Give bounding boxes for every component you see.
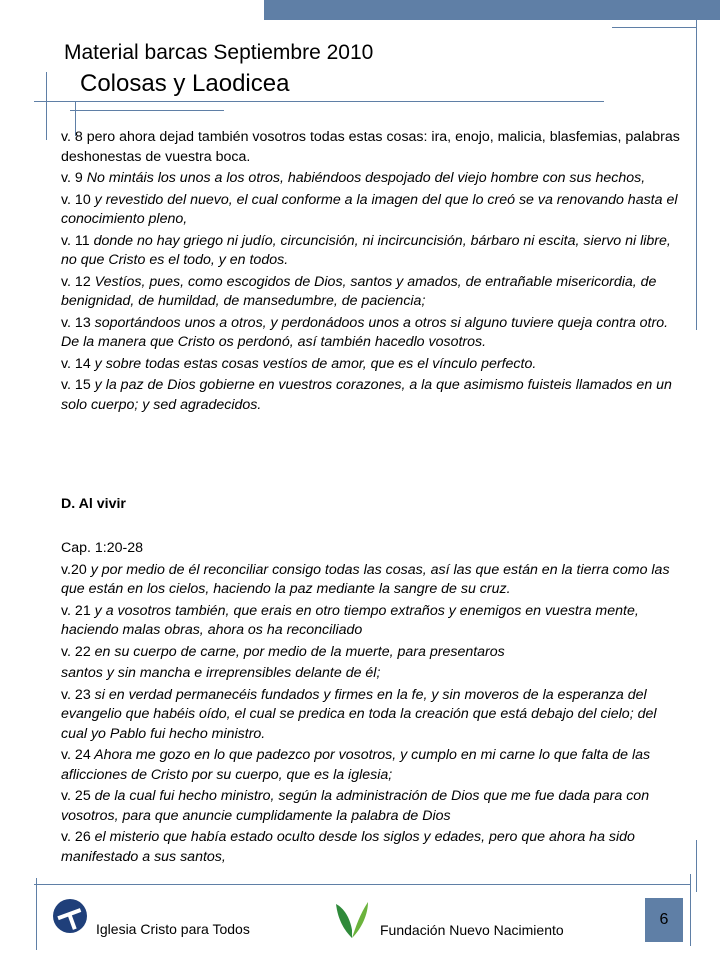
- verse-line: [61, 314, 683, 353]
- frame-line-footer-right: [690, 874, 691, 946]
- verse-line: [61, 376, 683, 415]
- verses-top-block: [61, 128, 683, 417]
- verse-text: y sobre todas estas cosas vestíos de amor, que es el vínculo perfecto.: [90, 355, 537, 372]
- frame-line-title: [34, 101, 604, 102]
- verse-ref: v. 24: [61, 747, 91, 763]
- verse-line: [61, 273, 683, 312]
- header-bar: [264, 0, 720, 20]
- verse-line: [61, 686, 683, 745]
- chapter-reference: Cap. 1:20-28: [61, 540, 144, 556]
- verse-ref: v. 22: [61, 643, 91, 660]
- verse-line: [61, 602, 683, 641]
- church-logo-icon: [52, 898, 88, 934]
- verse-line: [61, 787, 683, 826]
- verse-ref: v. 14: [61, 355, 91, 372]
- verse-text: en su cuerpo de carne, por medio de la muerte, para presentaros: [90, 643, 505, 660]
- verse-ref: v. 25: [61, 788, 91, 804]
- document-title: Colosas y Laodicea: [80, 70, 290, 97]
- verse-text: y la paz de Dios gobierne en vuestros corazones, a la que asimismo fuisteis llamados en un solo cuerpo; y sed agradecidos.: [61, 377, 672, 413]
- verse-line: [61, 232, 683, 271]
- verse-text: pero ahora dejad también vosotros todas estas cosas: ira, enojo, malicia, blasfemias, palabras deshonestas de vuestra boca.: [61, 129, 680, 165]
- verse-text: donde no hay griego ni judío, circuncisión, ni incircuncisión, bárbaro ni escita, siervo ni libre, no que Cristo es el todo, y en todos.: [61, 232, 671, 268]
- footer-right-org: Fundación Nuevo Nacimiento: [380, 922, 564, 938]
- frame-line-title-2: [70, 110, 224, 111]
- verse-ref: v. 23: [61, 686, 91, 703]
- verse-ref: v. 26: [61, 829, 91, 845]
- verse-line: [61, 643, 683, 663]
- page-number-box: [645, 898, 683, 942]
- verse-ref: v. 13: [61, 314, 91, 331]
- verse-text: Vestíos, pues, como escogidos de Dios, santos y amados, de entrañable misericordia, de benignidad, de humildad, de mansedumbre, de paciencia;: [61, 273, 657, 309]
- verse-ref: v. 15: [61, 377, 91, 393]
- frame-line-right-top: [696, 0, 697, 330]
- verse-ref: v. 8: [61, 129, 83, 145]
- verse-ref: v. 21: [61, 602, 91, 619]
- verse-line: [61, 128, 683, 167]
- verse-text: No mintáis los unos a los otros, habiéndoos despojado del viejo hombre con sus hechos,: [82, 170, 646, 186]
- section-heading: D. Al vivir: [61, 496, 126, 512]
- frame-line-footer-left: [36, 878, 37, 950]
- verse-text: Ahora me gozo en lo que padezco por vosotros, y cumplo en mi carne lo que falta de las aflicciones de Cristo por su cuerpo, que es la iglesia;: [61, 747, 651, 783]
- document-subtitle: Material barcas Septiembre 2010: [64, 41, 374, 64]
- verse-text: y por medio de él reconciliar consigo todas las cosas, así las que están en la tierra como las que están en los cielos, haciendo la paz mediante la sangre de su cruz.: [61, 561, 670, 597]
- verse-ref: v.20: [61, 561, 87, 578]
- foundation-logo-icon: [334, 900, 370, 940]
- verse-line: [61, 191, 683, 230]
- verse-ref: v. 9: [61, 170, 83, 186]
- verse-ref: v. 11: [61, 232, 90, 249]
- frame-line-right-top-h: [612, 27, 696, 28]
- verse-text: soportándoos unos a otros, y perdonádoos unos a otros si alguno tuviere queja contra otro. De la manera que Cristo os perdonó, así también hacedlo vosotros.: [61, 314, 669, 350]
- verse-text: el misterio que había estado oculto desde los siglos y edades, pero que ahora ha sido manifestado a sus santos,: [61, 829, 635, 865]
- verses-bottom-block: [61, 539, 683, 869]
- verse-line: [61, 746, 683, 785]
- verse-line: [61, 355, 683, 375]
- verse-line: [61, 561, 683, 600]
- frame-line-right-bottom: [696, 840, 697, 892]
- verse-text: y a vosotros también, que erais en otro tiempo extraños y enemigos en vuestra mente, haciendo malas obras, ahora os ha reconciliado: [61, 602, 639, 638]
- page-number: 6: [659, 911, 669, 928]
- verse-ref: v. 10: [61, 191, 91, 208]
- verse-text: de la cual fui hecho ministro, según la administración de Dios que me fue dada para con vosotros, para que anuncie cumplidamente la palabra de Dios: [61, 788, 650, 824]
- verse-text: santos y sin mancha e irreprensibles delante de él;: [61, 665, 381, 681]
- verse-ref: v. 12: [61, 273, 91, 290]
- verse-text: y revestido del nuevo, el cual conforme a la imagen del que lo creó se va renovando hasta el conocimiento pleno,: [61, 191, 678, 227]
- verse-line: [61, 664, 683, 684]
- verse-line: [61, 828, 683, 867]
- verse-line: [61, 169, 683, 189]
- frame-line-footer: [34, 884, 690, 885]
- verse-text: si en verdad permanecéis fundados y firmes en la fe, y sin moveros de la esperanza del evangelio que habéis oído, el cual se predica en toda la creación que está debajo del cielo; del cual yo Pablo fui hecho ministro.: [61, 686, 657, 742]
- footer-left-org: Iglesia Cristo para Todos: [96, 921, 250, 937]
- frame-line-left: [46, 72, 47, 140]
